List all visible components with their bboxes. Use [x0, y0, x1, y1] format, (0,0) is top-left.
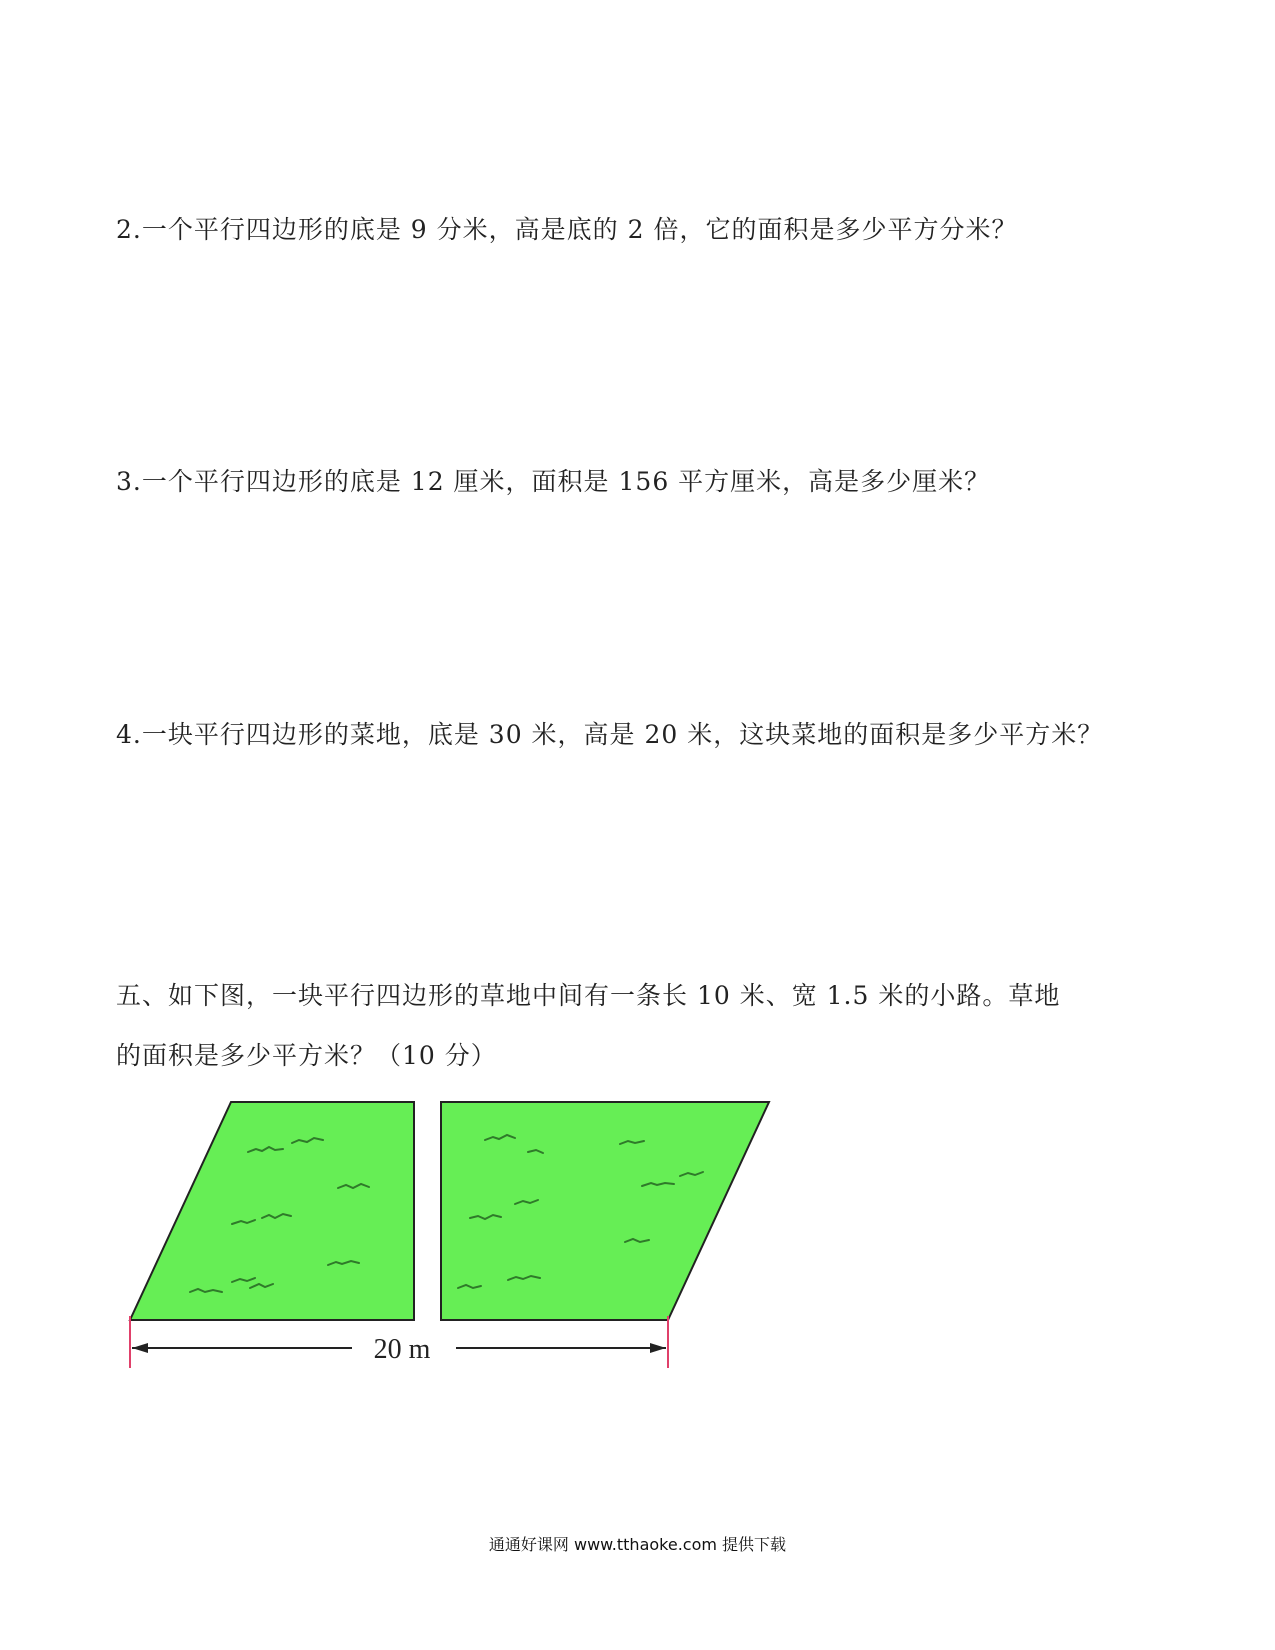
right-lawn-section	[441, 1102, 769, 1320]
right-arrowhead	[650, 1343, 666, 1353]
section-5-prompt	[116, 966, 1116, 1086]
section-5-line-2: 的面积是多少平方米？（10 分）	[116, 1041, 497, 1070]
left-lawn-section	[130, 1102, 414, 1320]
base-dimension-line	[130, 1316, 668, 1368]
left-arrowhead	[132, 1343, 148, 1353]
lawn-parallelogram-figure	[120, 1090, 800, 1390]
base-length-label: 20 m	[373, 1334, 431, 1365]
question-2: 2.一个平行四边形的底是 9 分米，高是底的 2 倍，它的面积是多少平方分米？	[116, 215, 1018, 244]
question-3: 3.一个平行四边形的底是 12 厘米，面积是 156 平方厘米，高是多少厘米？	[116, 467, 991, 496]
question-4: 4.一块平行四边形的菜地，底是 30 米，高是 20 米，这块菜地的面积是多少平方米？	[116, 720, 1104, 749]
footer-credit: 通通好课网 www.tthaoke.com 提供下载	[488, 1535, 787, 1554]
section-5-line-1: 五、如下图，一块平行四边形的草地中间有一条长 10 米、宽 1.5 米的小路。草地	[116, 981, 1061, 1010]
